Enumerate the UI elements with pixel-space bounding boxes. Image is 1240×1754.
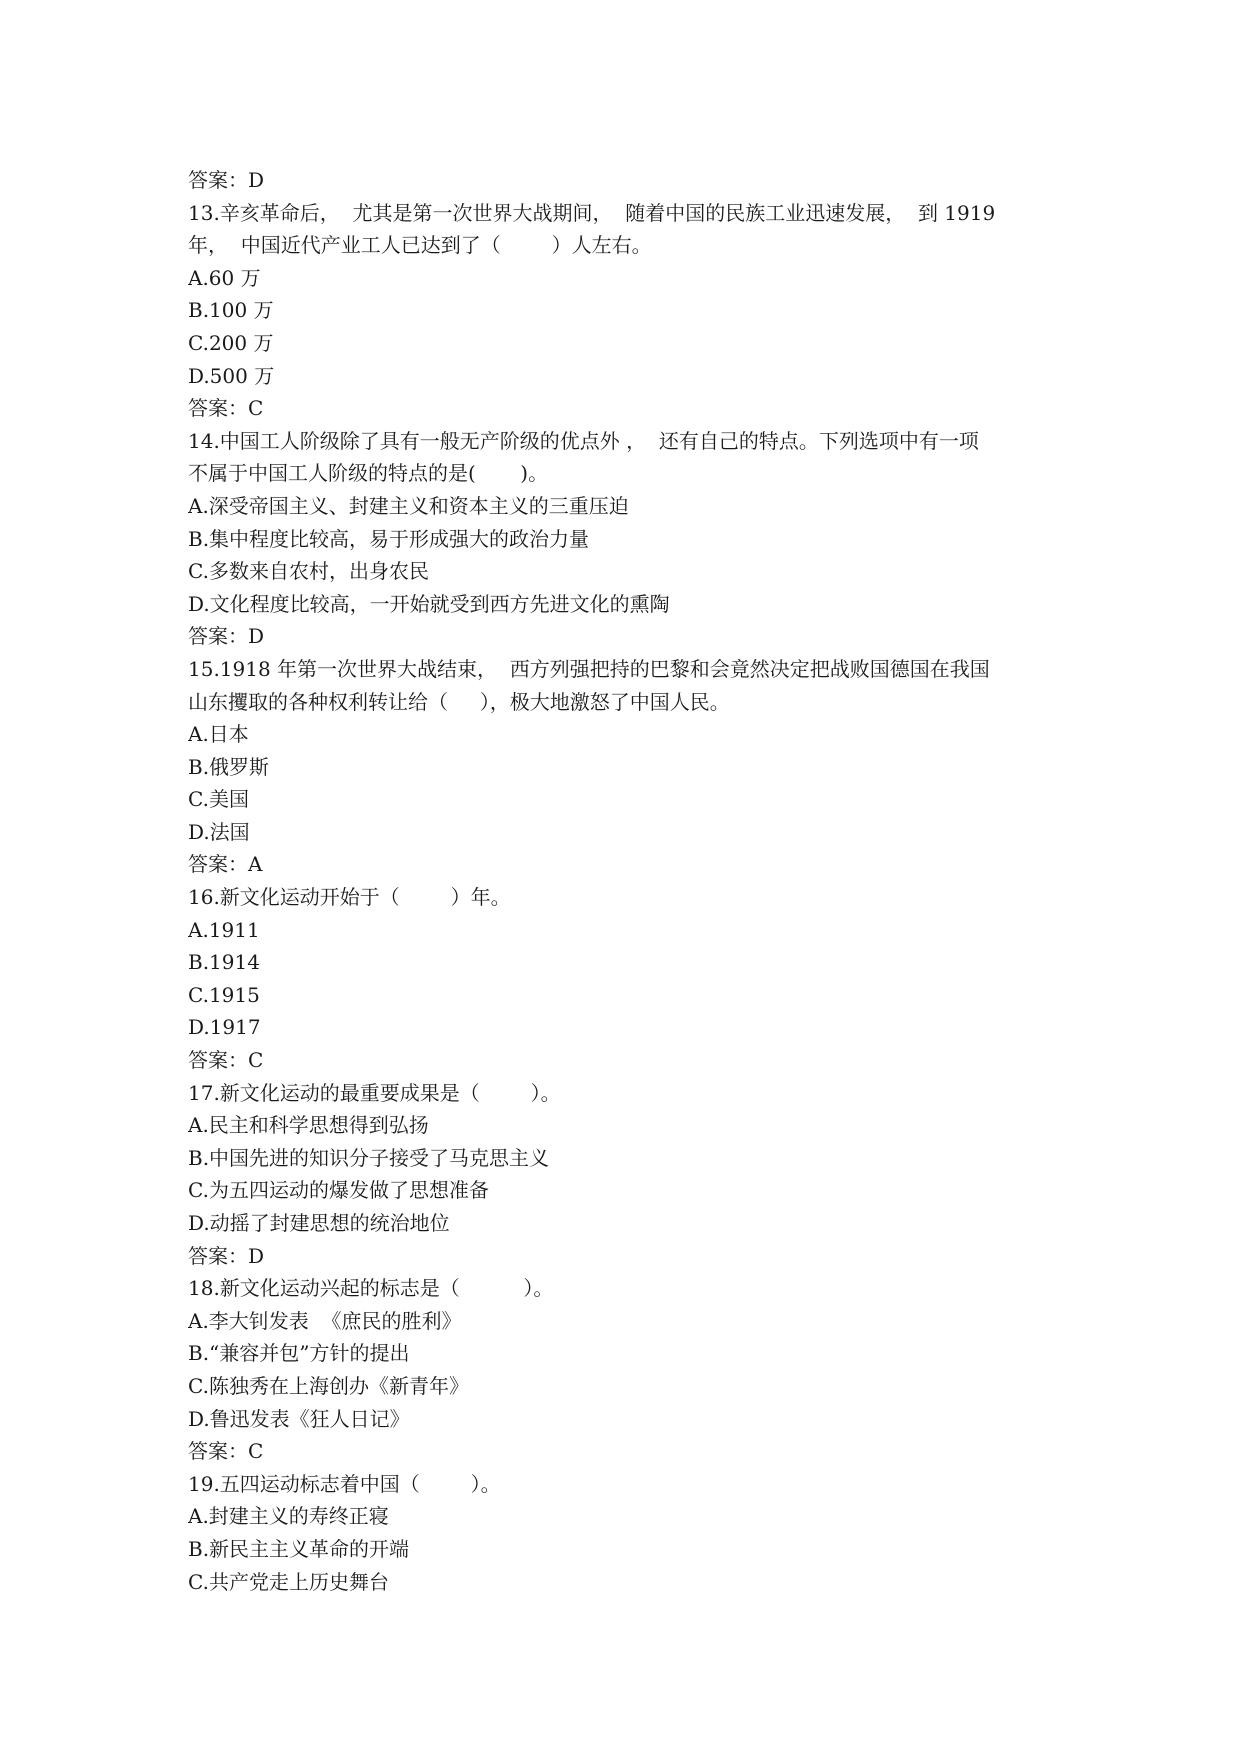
- answer-line-q15: 答案：A: [188, 852, 263, 877]
- q15-option-a: A.日本: [188, 722, 249, 747]
- answer-line-q13: 答案：C: [188, 396, 264, 421]
- question-17-text: 17.新文化运动的最重要成果是（ ）。: [188, 1080, 561, 1105]
- q13-option-a: A.60 万: [188, 265, 261, 290]
- q18-option-b: B.“兼容并包”方针的提出: [188, 1341, 410, 1366]
- q16-option-d: D.1917: [188, 1015, 261, 1040]
- q15-option-b: B.俄罗斯: [188, 754, 270, 779]
- q19-option-c: C.共产党走上历史舞台: [188, 1569, 389, 1594]
- question-14-text-cont: 不属于中国工人阶级的特点的是( )。: [188, 461, 549, 486]
- q14-option-b: B.集中程度比较高，易于形成强大的政治力量: [188, 526, 590, 551]
- answer-line-q14: 答案：D: [188, 624, 265, 649]
- q19-option-a: A.封建主义的寿终正寝: [188, 1504, 389, 1529]
- question-15-text-cont: 山东攫取的各种权利转让给（ ），极大地激怒了中国人民。: [188, 689, 730, 714]
- answer-line-q17: 答案：D: [188, 1243, 265, 1268]
- question-16-text: 16.新文化运动开始于（ ）年。: [188, 885, 511, 910]
- q16-option-b: B.1914: [188, 950, 260, 975]
- q14-option-a: A.深受帝国主义、封建主义和资本主义的三重压迫: [188, 493, 629, 518]
- q18-option-c: C.陈独秀在上海创办《新青年》: [188, 1373, 469, 1398]
- q17-option-c: C.为五四运动的爆发做了思想准备: [188, 1178, 489, 1203]
- q15-option-c: C.美国: [188, 787, 249, 812]
- q18-option-a: A.李大钊发表 《庶民的胜利》: [188, 1308, 462, 1333]
- q13-option-b: B.100 万: [188, 298, 274, 323]
- question-18-text: 18.新文化运动兴起的标志是（ ）。: [188, 1276, 554, 1301]
- q16-option-a: A.1911: [188, 917, 260, 942]
- q14-option-d: D.文化程度比较高，一开始就受到西方先进文化的熏陶: [188, 591, 670, 616]
- q13-option-c: C.200 万: [188, 330, 274, 355]
- q16-option-c: C.1915: [188, 982, 260, 1007]
- q18-option-d: D.鲁迅发表《狂人日记》: [188, 1406, 410, 1431]
- question-15-text: 15.1918 年第一次世界大战结束， 西方列强把持的巴黎和会竟然决定把战败国德国在我国: [188, 656, 990, 681]
- question-14-text: 14.中国工人阶级除了具有一般无产阶级的优点外 ， 还有自己的特点。下列选项中有一项: [188, 428, 979, 453]
- q13-option-d: D.500 万: [188, 363, 275, 388]
- q14-option-c: C.多数来自农村，出身农民: [188, 559, 429, 584]
- q19-option-b: B.新民主主义革命的开端: [188, 1536, 410, 1561]
- answer-line-q16: 答案：C: [188, 1048, 264, 1073]
- question-13-text: 13.辛亥革命后， 尤其是第一次世界大战期间， 随着中国的民族工业迅速发展， 到 1919: [188, 200, 996, 225]
- q15-option-d: D.法国: [188, 819, 250, 844]
- q17-option-b: B.中国先进的知识分子接受了马克思主义: [188, 1145, 550, 1170]
- answer-line-q12: 答案：D: [188, 168, 265, 192]
- question-19-text: 19.五四运动标志着中国（ ）。: [188, 1471, 501, 1496]
- answer-line-q18: 答案：C: [188, 1439, 264, 1464]
- q17-option-d: D.动摇了封建思想的统治地位: [188, 1211, 450, 1235]
- q17-option-a: A.民主和科学思想得到弘扬: [188, 1113, 429, 1138]
- question-13-text-cont: 年， 中国近代产业工人已达到了（ ）人左右。: [188, 233, 652, 258]
- document-page: [188, 164, 1058, 1598]
